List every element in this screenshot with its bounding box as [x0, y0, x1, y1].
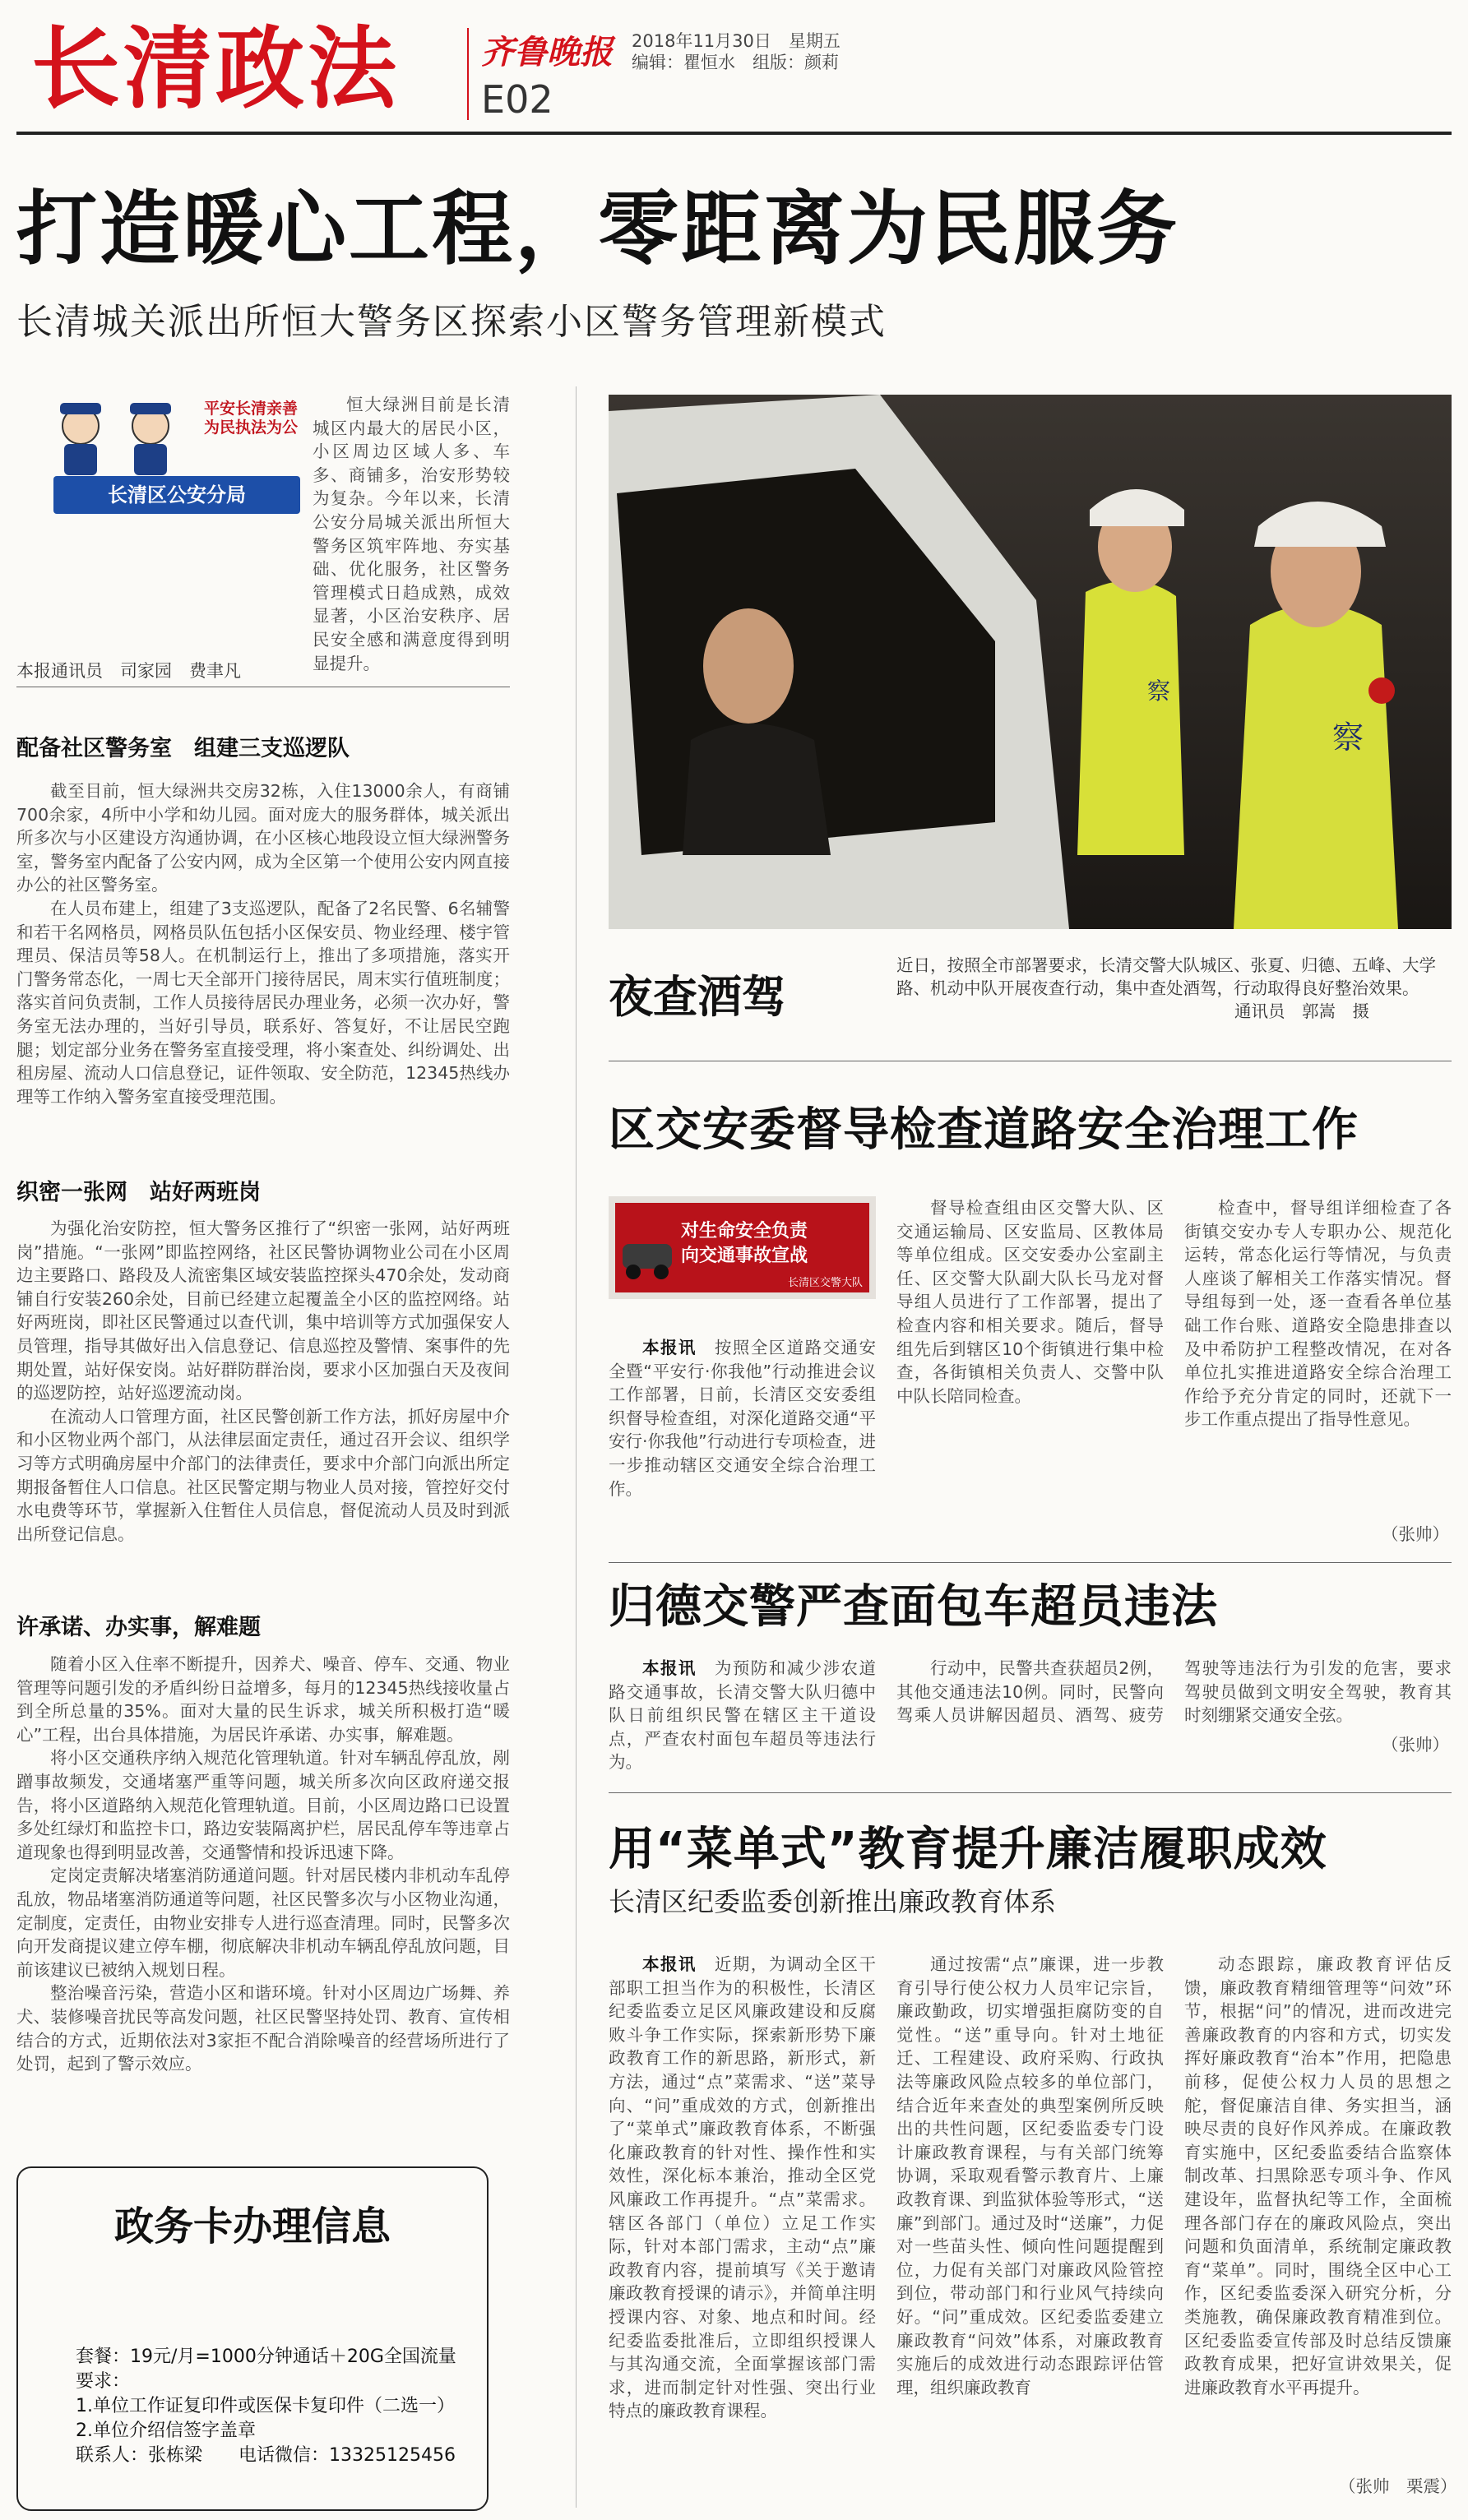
lead-intro-top	[313, 393, 510, 673]
lead-subheadline: 长清城关派出所恒大警务区探索小区警务管理新模式	[16, 301, 887, 343]
story2-col2-text: 督导检查组由区交警大队、区交通运输局、区安监局、区教体局等单位组成。区交安委办公室副主任、区交警大队副大队长马龙对督导组人员进行了工作部署，提出了检查内容和相关要求。随后，督导组先后到辖区10个街镇进行集中检查，各街镇相关负责人、交警中队中队长陪同检查。	[896, 1198, 1164, 1406]
story2-col1	[609, 1336, 876, 1550]
section3-paragraph: 将小区交通秩序纳入规范化管理轨道。针对车辆乱停乱放，剐蹭事故频发，交通堵塞严重等问题，城关所多次向区政府递交报告，将小区道路纳入规范化管理轨道。目前，小区周边路口已设置多处红绿灯和监控卡口，路边安装隔离护栏，居民乱停车等违章占道现象也得到明显改善，交通警情和投诉迅速下降。	[16, 1748, 510, 1862]
story4-author: （张帅 栗震）	[1339, 2476, 1457, 2496]
story4-rule	[609, 1792, 1452, 1793]
story3-col2	[896, 1657, 1452, 1780]
lead-byline: 本报通讯员 司家园 费聿凡	[16, 661, 241, 681]
section-body-2	[16, 1217, 510, 1579]
story4-col2-text: 通过按需“点”廉课，进一步教育引导行使公权力人员牢记宗旨，廉政勤政，切实增强拒腐防变的自觉性。“送”重导向。针对土地征迁、工程建设、政府采购、行政执法等廉政风险点较多的单位部门，结合近年来查处的典型案例所反映出的共性问题，区纪委监委专门设计廉政教育课程，与有关部门统筹协调，采取观看警示教育片、上廉政教育课、到监狱体验等形式，“送廉”到部门。通过及时“送廉”，力促对一些苗头性、倾向性问题提醒到位，力促有关部门对廉政风险管控到位，带动部门和行业风气持续向好。“问”重成效。区纪委监委建立廉政教育“问效”体系，对廉政教育实施后的成效进行动态跟踪评估管理，组织廉政教育	[896, 1954, 1164, 2397]
logo-badge: 长清区公安分局	[53, 476, 300, 514]
story2-headline: 区交安委督导检查道路安全治理工作	[609, 1103, 1359, 1157]
photo-title: 夜查酒驾	[609, 971, 786, 1023]
vest-label-left: 察	[1147, 678, 1171, 704]
story4-col3	[1184, 1953, 1452, 2471]
masthead-rule	[16, 132, 1452, 135]
police-logo	[37, 395, 308, 514]
story4-kicker: 本报讯	[642, 1954, 697, 1974]
section1-paragraph: 截至目前，恒大绿洲共交房32栋，入住13000余人，有商铺700余家，4所中小学和幼儿园。面对庞大的服务群体，城关派出所多次与小区建设方沟通协调，在小区核心地段设立恒大绿洲警务室，警务室内配备了公安内网，成为全区第一个使用公安内网直接办公的社区警务室。	[16, 781, 510, 895]
story4-subheadline: 长清区纪委监委创新推出廉政教育体系	[609, 1886, 1057, 1917]
story2-col2	[896, 1196, 1164, 1550]
story3-kicker: 本报讯	[642, 1658, 697, 1678]
photo-caption	[896, 954, 1452, 1023]
story3-col1-text: 为预防和减少涉农道路交通事故，长清交警大队归德中队日前组织民警在辖区主干道设点，严查农村面包车超员等违法行为。	[609, 1658, 877, 1773]
lead-headline: 打造暖心工程，零距离为民服务	[16, 183, 1180, 276]
editor-line: 编辑：瞿恒水 组版：颜莉	[632, 53, 839, 72]
section2-paragraph: 为强化治安防控，恒大警务区推行了“织密一张网，站好两班岗”措施。“一张网”即监控网络，社区民警协调物业公司在小区周边主要路口、路段及人流密集区域安装监控探头470余处，发动商铺自行安装260余处，目前已经建立起覆盖全小区的监控网络。站好两班岗，即社区民警通过以查代训，集中培训等方式加强保安人员管理，指导其做好出入信息登记、信息巡控及警情、案事件的先期处置，站好保安岗。站好群防群治岗，要求小区加强白天及夜间的巡逻防控，站好巡逻流动岗。	[16, 1218, 510, 1403]
section1-paragraph: 在人员布建上，组建了3支巡逻队，配备了2名民警、6名辅警和若干名网格员，网格员队伍包括小区保安员、物业经理、楼宇管理员、保洁员等58人。在机制运行上，推出了多项措施，落实开门警务常态化，一周七天全部开门接待居民，周末实行值班制度；落实首问负责制，工作人员接待居民办理业务，必须一次办好，警务室无法办理的，当好引导员，联系好、答复好，不让居民空跑腿；划定部分业务在警务室直接受理，将小案查处、纠纷调处、出租房屋、流动人口信息登记，证件领取、安全防范，12345热线办理等工作纳入警务室直接受理范围。	[16, 898, 510, 1107]
gov-card-infobox	[16, 2166, 489, 2511]
promo-small: 长清区交警大队	[787, 1277, 863, 1289]
promo-line-2: 向交通事故宣战	[681, 1246, 808, 1266]
story4-col2	[896, 1953, 1164, 2495]
photo-caption-text: 近日，按照全市部署要求，长清交警大队城区、张夏、归德、五峰、大学路、机动中队开展夜查行动，集中查处酒驾，行动取得良好整治效果。	[896, 955, 1436, 998]
photo-credit: 通讯员 郭嵩 摄	[1234, 1001, 1369, 1021]
section-body-1	[16, 779, 510, 1174]
police-cartoon-icon	[44, 395, 200, 477]
photo-illustration	[609, 395, 1452, 929]
section-heading-2: 织密一张网 站好两班岗	[16, 1180, 261, 1205]
date-line: 2018年11月30日 星期五	[632, 31, 841, 51]
lead-intro-text: 恒大绿洲目前是长清城区内最大的居民小区，小区周边区域人多、车多、商铺多，治安形势较为复杂。今年以来，长清公安分局城关派出所恒大警务区筑牢阵地、夯实基础、优化服务，社区警务管理模式日趋成熟，成效显著，小区治安秩序、居民安全感和满意度得到明显提升。	[313, 395, 510, 673]
logo-slogan: 平安长清亲善为民执法为公	[203, 400, 298, 437]
vest-label-right: 察	[1332, 721, 1364, 756]
story4-col1	[609, 1953, 876, 2495]
section3-paragraph: 随着小区入住率不断提升，因养犬、噪音、停车、交通、物业管理等问题引发的矛盾纠纷日益增多，每月的12345热线接收量占到全所总量的35%。面对大量的民生诉求，城关所积极打造“暖心”工程，出台具体措施，为居民许承诺、办实事，解难题。	[16, 1654, 510, 1745]
section-heading-3: 许承诺、办实事，解难题	[16, 1615, 261, 1640]
night-check-photo	[609, 395, 1452, 929]
infobox-lines	[76, 2345, 456, 2468]
story2-col3-text: 检查中，督导组详细检查了各街镇交安办专人专职办公、规范化运转，常态化运行等情况，与负责人座谈了解相关工作落实情况。督导组每到一处，逐一查看各单位基础工作台账、道路安全隐患排查以及中希防护工程整改情况，在对各单位扎实推进道路安全综合治理工作给予充分肯定的同时，还就下一步工作重点提出了指导性意见。	[1184, 1198, 1452, 1430]
story3-headline: 归德交警严查面包车超员违法	[609, 1580, 1218, 1634]
traffic-safety-promo	[609, 1196, 876, 1299]
story3-col1	[609, 1657, 876, 1780]
infobox-line: 联系人：张栋梁 电话微信：13325125456	[76, 2445, 456, 2466]
promo-lines	[681, 1219, 808, 1269]
infobox-line: 1.单位工作证复印件或医保卡复印件（二选一）	[76, 2396, 455, 2416]
infobox-title: 政务卡办理信息	[113, 2203, 391, 2250]
infobox-line: 套餐：19元/月=1000分钟通话＋20G全国流量	[76, 2347, 456, 2367]
section3-paragraph: 定岗定责解决堵塞消防通道问题。针对居民楼内非机动车乱停乱放，物品堵塞消防通道等问题，社区民警多次与小区物业沟通，定制度，定责任，由物业安排专人进行巡查清理。同时，民警多次向开发商提议建立停车棚，彻底解决非机动车辆乱停乱放问题，目前该建议已被纳入规划日程。	[16, 1866, 510, 1980]
story2-col1-text: 按照全区道路交通安全暨“平安行·你我他”行动推进会议工作部署，日前，长清区交安委组织督导检查组，对深化道路交通“平安行·你我他”行动进行专项检查，进一步推动辖区交通安全综合治理工作。	[609, 1338, 877, 1499]
story2-kicker: 本报讯	[642, 1338, 697, 1357]
story4-col3-text: 动态跟踪，廉政教育评估反馈，廉政教育精细管理等“问效”环节，根据“问”的情况，进而改进完善廉政教育的内容和方式，切实发挥好廉政教育“治本”作用，把隐患前移，促使公权力人员的思想之舵，督促廉洁自律、务实担当，涵映尽责的良好作风养成。在廉政教育实施中，区纪委监委结合监察体制改革、扫黑除恶专项斗争、作风建设年，监督执纪等工作，全面梳理各部门存在的廉政风险点，突出问题和负面清单，系统制定廉政教育“菜单”。同时，围绕全区中心工作，区纪委监委深入研究分析，分类施教，确保廉政教育精准到位。区纪委监委宣传部及时总结反馈廉政教育成果，把好宣讲效果关，促进廉政教育水平再提升。	[1184, 1954, 1452, 2397]
story2-col3	[1184, 1196, 1452, 1546]
section-body-3	[16, 1653, 510, 2146]
section2-paragraph: 在流动人口管理方面，社区民警创新工作方法，抓好房屋中介和小区物业两个部门，从法律层面定责任，通过召开会议、组织学习等方式明确房屋中介部门的法律责任，要求中介部门向派出所定期报备暂住人口信息。社区民警定期与物业人员对接，管控好交付水电费等环节，掌握新入住暂住人员信息，督促流动人员及时到派出所登记信息。	[16, 1406, 510, 1544]
promo-line-1: 对生命安全负责	[681, 1221, 808, 1242]
story2-author: （张帅）	[1382, 1524, 1449, 1544]
section3-paragraph: 整治噪音污染，营造小区和谐环境。针对小区周边广场舞、养犬、装修噪音扰民等高发问题，社区民警坚持处罚、教育、宣传相结合的方式，近期依法对3家拒不配合消除噪音的经营场所进行了处罚，起到了警示效应。	[16, 1983, 510, 2074]
story3-col2-text: 行动中，民警共查获超员2例，其他交通违法10例。同时，民警向驾乘人员讲解因超员、酒驾、疲劳驾驶等违法行为引发的危害，要求驾驶员做到文明安全驾驶，教育其时刻绷紧交通安全弦。	[896, 1658, 1452, 1726]
section-title: 长清政法	[31, 18, 401, 121]
masthead-divider	[467, 28, 469, 120]
story4-headline: 用“菜单式”教育提升廉洁履职成效	[609, 1823, 1327, 1876]
section-heading-1: 配备社区警务室 组建三支巡逻队	[16, 736, 350, 761]
column-divider	[576, 386, 577, 2508]
story4-col1-text: 近期，为调动全区干部职工担当作为的积极性，长清区纪委监委立足区风廉政建设和反腐败斗争工作实际，探索新形势下廉政教育工作的新思路，新形式，新方法，通过“点”菜需求、“送”菜导向、“问”重成效的方式，创新推出了“菜单式”廉政教育体系，不断强化廉政教育的针对性、操作性和实效性，深化标本兼治，推动全区党风廉政工作再提升。“点”菜需求。辖区各部门（单位）立足工作实际，针对本部门需求，主动“点”廉政教育内容，提前填写《关于邀请廉政教育授课的请示》，并简单注明授课内容、对象、地点和时间。经纪委监委批准后，立即组织授课人与其沟通交流，全面掌握该部门需求，进而制定针对性强、突出行业特点的廉政教育课程。	[609, 1954, 877, 2421]
crash-car-icon	[618, 1211, 676, 1285]
paper-name-logo: 齐鲁晚报	[481, 33, 613, 72]
infobox-line: 2.单位介绍信签字盖章	[76, 2421, 256, 2441]
story3-author: （张帅）	[1382, 1735, 1449, 1755]
lead-intro-bottom	[16, 534, 510, 605]
infobox-line: 要求：	[76, 2371, 131, 2392]
story3-rule	[609, 1562, 1452, 1563]
page-number: E02	[481, 77, 553, 122]
